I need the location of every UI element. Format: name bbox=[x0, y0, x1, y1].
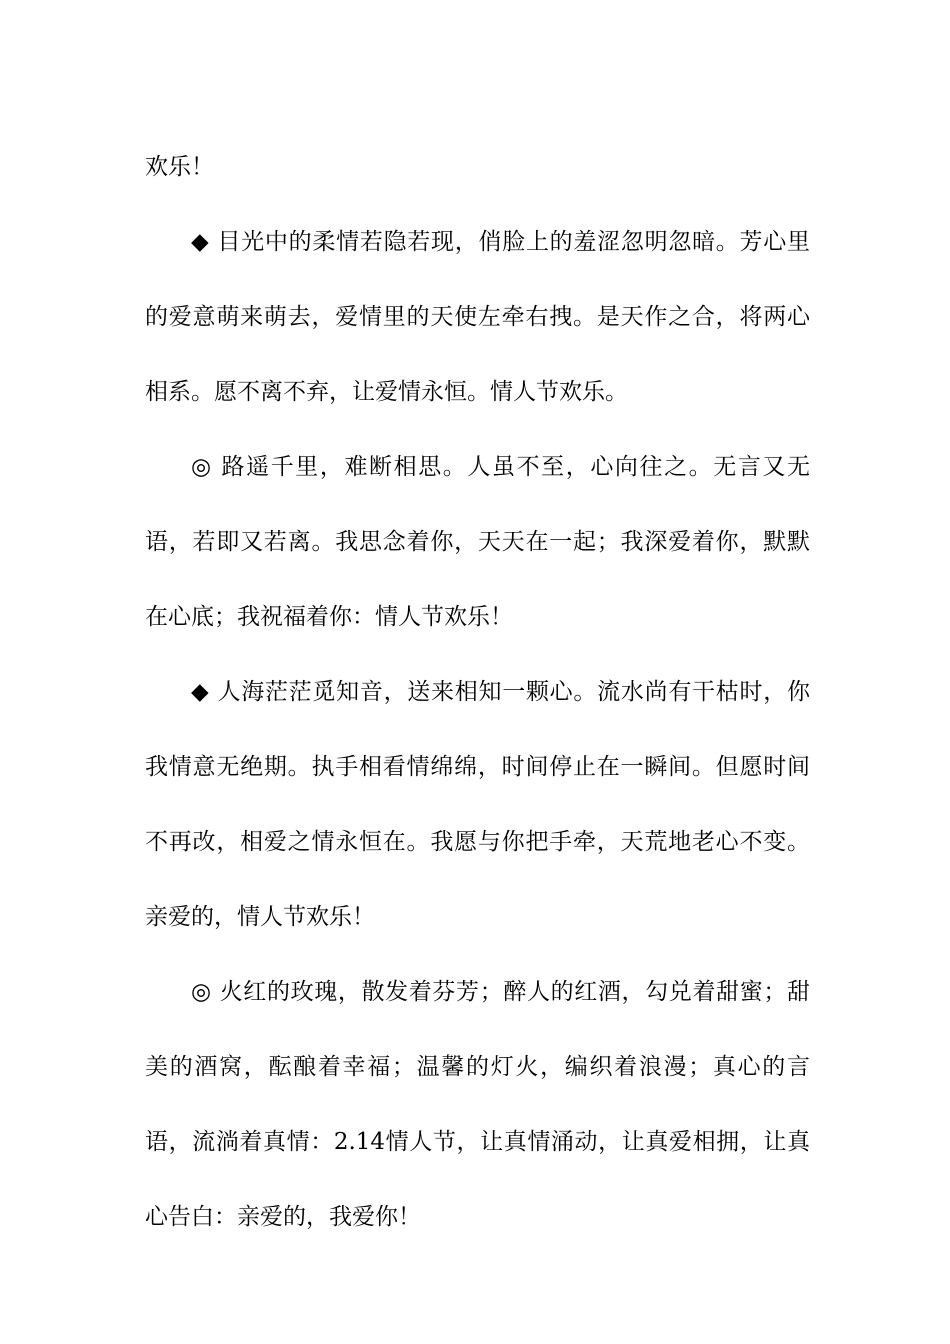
paragraph bbox=[145, 430, 810, 655]
paragraph-text: 火红的玫瑰，散发着芬芳；醉人的红酒，勾兑着甜蜜；甜美的酒窝，酝酿着幸福；温馨的灯火，编织着浪漫；真心的言语，流淌着真情：2.14情人节，让真情涌动，让真爱相拥，让真心告白：亲爱的，我爱你！ bbox=[145, 979, 811, 1230]
paragraph-text: 路遥千里，难断相思。人虽不至，心向往之。无言又无语，若即又若离。我思念着你，天天在一起；我深爱着你，默默在心底；我祝福着你：情人节欢乐！ bbox=[145, 454, 810, 630]
diamond-bullet-icon: ◆ bbox=[191, 679, 210, 705]
paragraph-text: 人海茫茫觅知音，送来相知一颗心。流水尚有干枯时，你我情意无绝期。执手相看情绵绵，时间停止在一瞬间。但愿时间不再改，相爱之情永恒在。我愿与你把手牵，天荒地老心不变。亲爱的，情人节欢乐！ bbox=[145, 679, 810, 930]
double-circle-bullet-icon: ◎ bbox=[191, 454, 213, 480]
paragraph bbox=[145, 655, 810, 955]
paragraph-text: 目光中的柔情若隐若现，俏脸上的羞涩忽明忽暗。芳心里的爱意萌来萌去，爱情里的天使左牵右拽。是天作之合，将两心相系。愿不离不弃，让爱情永恒。情人节欢乐。 bbox=[145, 229, 810, 405]
body-text bbox=[145, 130, 810, 1255]
paragraph-continuation bbox=[145, 130, 810, 205]
paragraph-text: 欢乐！ bbox=[145, 154, 214, 180]
paragraph bbox=[145, 955, 810, 1255]
diamond-bullet-icon: ◆ bbox=[191, 229, 210, 255]
double-circle-bullet-icon: ◎ bbox=[191, 979, 212, 1005]
paragraph bbox=[145, 205, 810, 430]
